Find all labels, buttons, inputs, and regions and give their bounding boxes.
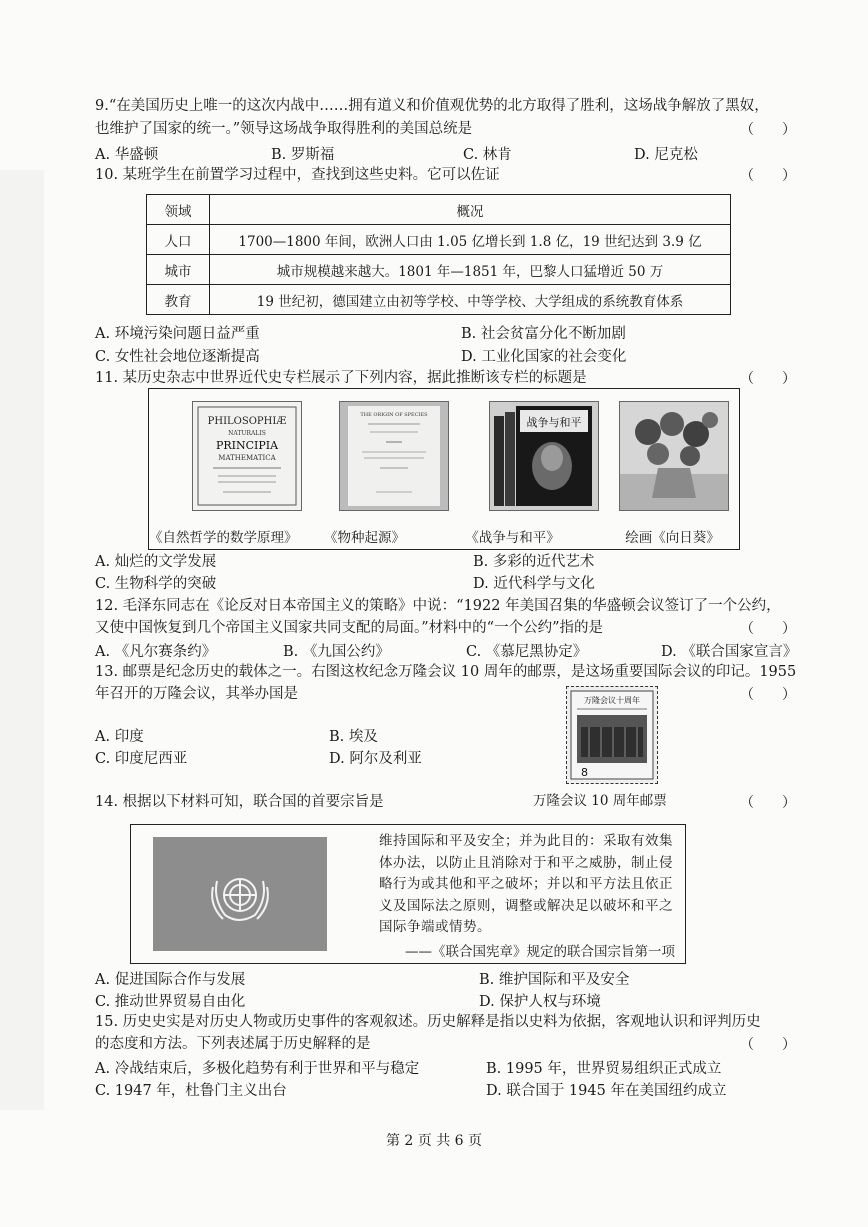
table-cell: 城市 — [147, 255, 210, 285]
q13-stem-line2: 年召开的万隆会议，其举办国是 — [95, 686, 298, 702]
q15-option-a[interactable]: A. 冷战结束后，多极化趋势有利于世界和平与稳定 — [95, 1061, 420, 1077]
page-number-footer: 第 2 页 共 6 页 — [385, 1133, 483, 1149]
q12-stem-line1: 12. 毛泽东同志在《论反对日本帝国主义的策略》中说：“1922 年美国召集的华盛顿会议签订了一个公约， — [95, 598, 781, 614]
q9-stem-line2: 也维护了国家的统一。”领导这场战争取得胜利的美国总统是 — [95, 121, 473, 137]
table-cell: 1700—1800 年间，欧洲人口由 1.05 亿增长到 1.8 亿，19 世纪达到 3.9 亿 — [210, 225, 731, 255]
un-flag-image — [153, 837, 327, 951]
q11-answer-blank[interactable]: （ ） — [740, 371, 796, 387]
svg-text:THE ORIGIN OF SPECIES: THE ORIGIN OF SPECIES — [360, 412, 428, 418]
table-cell: 人口 — [147, 225, 210, 255]
un-charter-source: ——《联合国宪章》规定的联合国宗旨第一项 — [405, 944, 675, 960]
table-header: 概况 — [210, 195, 731, 225]
caption-origin-of-species: 《物种起源》 — [324, 530, 405, 546]
q10-stem: 10. 某班学生在前置学习过程中，查找到这些史料。它可以佐证 — [95, 167, 500, 183]
caption-sunflowers: 绘画《向日葵》 — [625, 530, 720, 546]
svg-text:战争与和平: 战争与和平 — [526, 416, 582, 429]
origin-of-species-image — [339, 401, 449, 511]
q12-option-d[interactable]: D. 《联合国家宣言》 — [661, 644, 798, 660]
q11-stem: 11. 某历史杂志中世界近代史专栏展示了下列内容，据此推断该专栏的标题是 — [95, 370, 587, 386]
stamp-caption: 万隆会议 10 周年邮票 — [533, 793, 667, 809]
q14-option-b[interactable]: B. 维护国际和平及安全 — [479, 972, 630, 988]
q11-option-a[interactable]: A. 灿烂的文学发展 — [95, 554, 217, 570]
q13-option-a[interactable]: A. 印度 — [95, 729, 144, 745]
q15-answer-blank[interactable]: （ ） — [740, 1037, 796, 1053]
q9-stem-line1: 9.“在美国历史上唯一的这次内战中……拥有道义和价值观优势的北方取得了胜利，这场战争解放了黑奴， — [95, 98, 769, 114]
q10-history-table — [146, 194, 731, 315]
svg-text:MATHEMATICA: MATHEMATICA — [218, 454, 276, 462]
table-cell: 城市规模越来越大。1801 年—1851 年，巴黎人口猛增近 50 万 — [210, 255, 731, 285]
q9-option-c[interactable]: C. 林肯 — [463, 147, 512, 163]
sunflowers-painting-image — [619, 401, 729, 511]
caption-war-and-peace: 《战争与和平》 — [465, 530, 560, 546]
principia-title-page-image — [192, 401, 302, 511]
q12-answer-blank[interactable]: （ ） — [740, 621, 796, 637]
q14-option-c[interactable]: C. 推动世界贸易自由化 — [95, 994, 246, 1010]
q10-option-a[interactable]: A. 环境污染问题日益严重 — [95, 326, 260, 342]
q9-option-d[interactable]: D. 尼克松 — [634, 147, 698, 163]
q14-option-d[interactable]: D. 保护人权与环境 — [479, 994, 601, 1010]
caption-principia: 《自然哲学的数学原理》 — [149, 530, 298, 546]
table-header-row — [147, 195, 731, 225]
q9-option-a[interactable]: A. 华盛顿 — [95, 147, 159, 163]
svg-text:万隆会议十周年: 万隆会议十周年 — [584, 696, 640, 705]
war-and-peace-cover-image — [489, 401, 599, 511]
table-row — [147, 225, 731, 255]
q15-option-b[interactable]: B. 1995 年，世界贸易组织正式成立 — [486, 1061, 722, 1077]
un-charter-quote: 维持国际和平及安全；并为此目的：采取有效集体办法，以防止且消除对于和平之威胁，制止侵略行为或其他和平之破坏；并以和平方法且依正义及国际法之原则，调整或解决足以破坏和平之国际争端或情势。 — [379, 833, 673, 935]
q10-option-c[interactable]: C. 女性社会地位逐渐提高 — [95, 349, 260, 365]
q14-stem: 14. 根据以下材料可知，联合国的首要宗旨是 — [95, 794, 384, 810]
q14-material-box — [130, 824, 686, 964]
q13-option-c[interactable]: C. 印度尼西亚 — [95, 751, 188, 767]
q15-stem-line2: 的态度和方法。下列表述属于历史解释的是 — [95, 1036, 371, 1052]
q12-option-a[interactable]: A. 《凡尔赛条约》 — [95, 644, 217, 660]
q12-option-b[interactable]: B. 《九国公约》 — [283, 644, 390, 660]
svg-text:8: 8 — [581, 766, 588, 779]
q9-answer-blank[interactable]: （ ） — [740, 122, 796, 138]
table-row — [147, 285, 731, 315]
q9-option-b[interactable]: B. 罗斯福 — [271, 147, 335, 163]
q15-option-d[interactable]: D. 联合国于 1945 年在美国纽约成立 — [486, 1083, 727, 1099]
svg-text:NATURALIS: NATURALIS — [228, 430, 266, 437]
q11-option-d[interactable]: D. 近代科学与文化 — [473, 576, 595, 592]
table-row — [147, 255, 731, 285]
q13-option-b[interactable]: B. 埃及 — [329, 729, 378, 745]
q12-stem-line2: 又使中国恢复到几个帝国主义国家共同支配的局面。”材料中的“一个公约”指的是 — [95, 620, 603, 636]
q12-option-c[interactable]: C. 《慕尼黑协定》 — [466, 644, 588, 660]
q14-option-a[interactable]: A. 促进国际合作与发展 — [95, 972, 246, 988]
scan-margin — [0, 170, 44, 1110]
q15-option-c[interactable]: C. 1947 年，杜鲁门主义出台 — [95, 1083, 287, 1099]
table-header: 领域 — [147, 195, 210, 225]
table-cell: 19 世纪初，德国建立由初等学校、中等学校、大学组成的系统教育体系 — [210, 285, 731, 315]
q11-option-b[interactable]: B. 多彩的近代艺术 — [473, 554, 595, 570]
bandung-stamp-image — [566, 686, 658, 784]
q15-stem-line1: 15. 历史史实是对历史人物或历史事件的客观叙述。历史解释是指以史料为依据，客观地认识和评判历史 — [95, 1014, 761, 1030]
q10-option-d[interactable]: D. 工业化国家的社会变化 — [461, 349, 627, 365]
q11-picture-panel — [148, 388, 740, 550]
q11-option-c[interactable]: C. 生物科学的突破 — [95, 576, 217, 592]
q10-option-b[interactable]: B. 社会贫富分化不断加剧 — [461, 326, 626, 342]
svg-text:PRINCIPIA: PRINCIPIA — [215, 439, 279, 452]
q10-answer-blank[interactable]: （ ） — [740, 168, 796, 184]
q13-answer-blank[interactable]: （ ） — [740, 687, 796, 703]
q13-option-d[interactable]: D. 阿尔及利亚 — [329, 751, 422, 767]
q13-stem-line1: 13. 邮票是纪念历史的载体之一。右图这枚纪念万隆会议 10 周年的邮票，是这场重要国际会议的印记。1955 — [95, 664, 797, 680]
q14-answer-blank[interactable]: （ ） — [740, 795, 796, 811]
table-cell: 教育 — [147, 285, 210, 315]
svg-text:PHILOSOPHIÆ: PHILOSOPHIÆ — [207, 416, 287, 427]
